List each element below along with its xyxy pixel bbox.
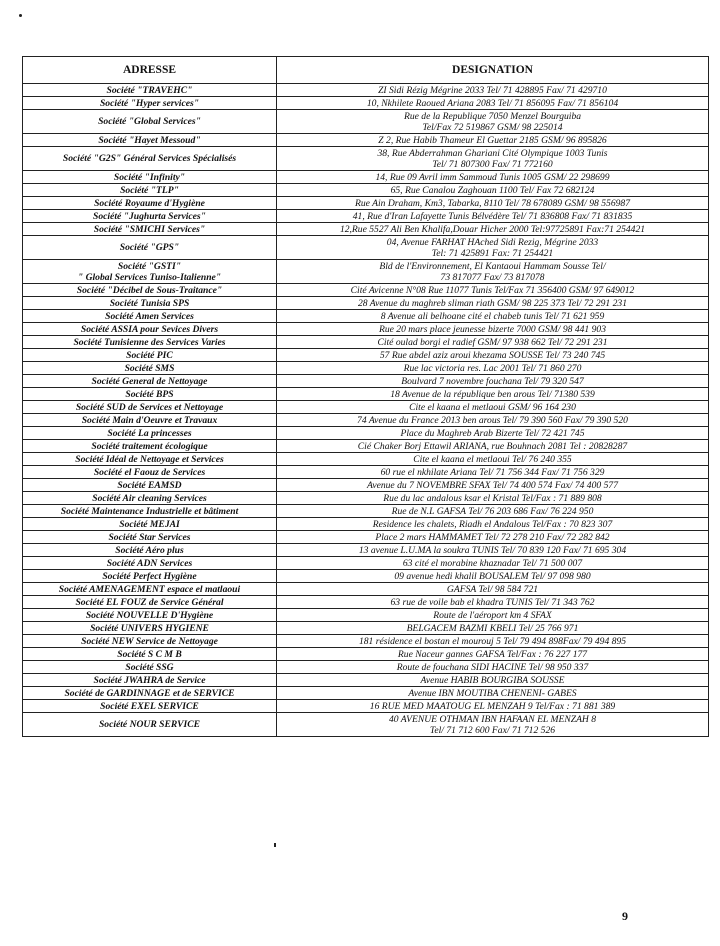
designation-text: Residence les chalets, Riadh el Andalous Tel/Fax : 70 823 307 bbox=[372, 518, 613, 530]
designation-cell bbox=[277, 557, 709, 570]
adresse-cell bbox=[23, 223, 277, 236]
designation-cell bbox=[277, 583, 709, 596]
adresse-cell bbox=[23, 284, 277, 297]
designation-text: 60 rue el nkhilate Ariana Tel/ 71 756 344 Fax/ 71 756 329 bbox=[380, 466, 605, 478]
designation-text: Boulvard 7 novembre fouchana Tel/ 79 320 547 bbox=[401, 375, 584, 387]
designation-text: Bld de l'Environnement, El Kantaoui Hammam Sousse Tel/ bbox=[379, 260, 606, 272]
adresse-text: Société MEJAI bbox=[119, 518, 180, 530]
designation-cell bbox=[277, 147, 709, 171]
adresse-cell bbox=[23, 310, 277, 323]
designation-cell bbox=[277, 388, 709, 401]
adresse-text: Société UNIVERS HYGIENE bbox=[90, 622, 209, 634]
adresse-text: Société NOUVELLE D'Hygiène bbox=[85, 609, 214, 621]
adresse-text: Société NEW Service de Nettoyage bbox=[81, 635, 218, 647]
page-number: 9 bbox=[622, 909, 628, 923]
adresse-text: Société "G2S" Général Services Spécialisés bbox=[62, 153, 237, 164]
designation-text: Tel/ 71 807300 Fax/ 71 772160 bbox=[432, 158, 553, 170]
designation-text: ZI Sidi Rézig Mégrine 2033 Tel/ 71 428895 Fax/ 71 429710 bbox=[378, 84, 607, 96]
adresse-cell bbox=[23, 147, 277, 171]
designation-text: Cité oulad borgi el radief GSM/ 97 938 662 Tel/ 72 291 231 bbox=[377, 336, 608, 348]
table-row bbox=[23, 622, 709, 635]
adresse-text: Société "Décibel de Sous-Traitance" bbox=[76, 284, 223, 296]
designation-text: Avenue HABIB BOURGIBA SOUSSE bbox=[420, 674, 565, 686]
adresse-text: Société ASSIA pour Sevices Divers bbox=[80, 323, 219, 335]
adresse-cell bbox=[23, 674, 277, 687]
table-body bbox=[23, 84, 709, 737]
table-row bbox=[23, 362, 709, 375]
designation-cell bbox=[277, 375, 709, 388]
adresse-cell bbox=[23, 570, 277, 583]
adresse-cell bbox=[23, 171, 277, 184]
designation-text: Tel/Fax 72 519867 GSM/ 98 225014 bbox=[422, 121, 563, 133]
adresse-cell bbox=[23, 596, 277, 609]
table-row bbox=[23, 310, 709, 323]
table-row bbox=[23, 648, 709, 661]
designation-cell bbox=[277, 110, 709, 134]
adresse-cell bbox=[23, 197, 277, 210]
table-row bbox=[23, 284, 709, 297]
table-row bbox=[23, 635, 709, 648]
adresse-text: Société "Hyper services" bbox=[99, 97, 200, 109]
table-row bbox=[23, 596, 709, 609]
designation-text: Place 2 mars HAMMAMET Tel/ 72 278 210 Fax/ 72 282 842 bbox=[375, 531, 610, 543]
designation-text: Rue Naceur gannes GAFSA Tel/Fax : 76 227 177 bbox=[397, 648, 588, 660]
designation-cell bbox=[277, 505, 709, 518]
designation-cell bbox=[277, 310, 709, 323]
adresse-text: Société SUD de Services et Nettoyage bbox=[75, 401, 224, 413]
adresse-text: Société SMS bbox=[124, 362, 175, 374]
adresse-text: Société EXEL SERVICE bbox=[100, 700, 199, 712]
designation-cell bbox=[277, 635, 709, 648]
designation-text: GAFSA Tel/ 98 584 721 bbox=[446, 583, 539, 595]
adresse-cell bbox=[23, 622, 277, 635]
adresse-text: Société General de Nettoyage bbox=[91, 375, 208, 387]
adresse-cell bbox=[23, 453, 277, 466]
adresse-text: " Global Services Tuniso-Italienne" bbox=[77, 271, 222, 283]
header-designation: DESIGNATION bbox=[277, 57, 709, 84]
designation-cell bbox=[277, 297, 709, 310]
designation-text: 74 Avenue du France 2013 ben arous Tel/ 79 390 560 Fax/ 79 390 520 bbox=[357, 414, 628, 426]
adresse-cell bbox=[23, 336, 277, 349]
designation-cell bbox=[277, 648, 709, 661]
designation-cell bbox=[277, 479, 709, 492]
table-row bbox=[23, 323, 709, 336]
table-row bbox=[23, 414, 709, 427]
designation-cell bbox=[277, 596, 709, 609]
adresse-cell bbox=[23, 362, 277, 375]
table-row bbox=[23, 544, 709, 557]
designation-text: 13 avenue L.U.MA la soukra TUNIS Tel/ 70 839 120 Fax/ 71 695 304 bbox=[358, 544, 627, 556]
adresse-text: Société Idéal de Nettoyage et Services bbox=[75, 453, 224, 465]
designation-text: 28 Avenue du maghreb sliman riath GSM/ 98 225 373 Tel/ 72 291 231 bbox=[357, 297, 628, 309]
designation-text: 41, Rue d'Iran Lafayette Tunis Bélvédère Tel/ 71 836808 Fax/ 71 831835 bbox=[352, 210, 633, 222]
designation-cell bbox=[277, 171, 709, 184]
table-row bbox=[23, 223, 709, 236]
adresse-cell bbox=[23, 518, 277, 531]
table-row bbox=[23, 492, 709, 505]
adresse-cell bbox=[23, 492, 277, 505]
adresse-text: Société Maintenance Industrielle et bâtiment bbox=[60, 505, 239, 517]
adresse-text: Société "GPS" bbox=[119, 242, 180, 253]
designation-cell bbox=[277, 349, 709, 362]
table-row bbox=[23, 184, 709, 197]
designation-cell bbox=[277, 492, 709, 505]
adresse-cell bbox=[23, 687, 277, 700]
adresse-cell bbox=[23, 388, 277, 401]
adresse-cell bbox=[23, 544, 277, 557]
designation-cell bbox=[277, 236, 709, 260]
adresse-cell bbox=[23, 635, 277, 648]
table-row bbox=[23, 349, 709, 362]
designation-text: Rue 20 mars place jeunesse bizerte 7000 GSM/ 98 441 903 bbox=[378, 323, 607, 335]
table-row bbox=[23, 557, 709, 570]
adresse-cell bbox=[23, 700, 277, 713]
designation-text: Rue Ain Draham, Km3, Tabarka, 8110 Tel/ 78 678089 GSM/ 98 556987 bbox=[354, 197, 631, 209]
adresse-cell bbox=[23, 479, 277, 492]
adresse-cell bbox=[23, 349, 277, 362]
designation-text: Cite el kaana el metlaoui Tel/ 76 240 355 bbox=[413, 453, 572, 465]
adresse-text: Société "Hayet Messoud" bbox=[98, 134, 201, 146]
adresse-text: Société "TLP" bbox=[120, 184, 179, 196]
adresse-cell bbox=[23, 440, 277, 453]
designation-cell bbox=[277, 414, 709, 427]
table-row bbox=[23, 388, 709, 401]
adresse-text: Société ADN Services bbox=[106, 557, 193, 569]
adresse-text: Société Main d'Oeuvre et Travaux bbox=[81, 414, 218, 426]
designation-text: Rue du lac andalous ksar el Kristal Tel/Fax : 71 889 808 bbox=[383, 492, 602, 504]
adresse-text: Société Star Services bbox=[108, 531, 191, 543]
table-row bbox=[23, 171, 709, 184]
designation-text: Avenue IBN MOUTIBA CHENENI- GABES bbox=[408, 687, 577, 699]
table-row bbox=[23, 375, 709, 388]
designation-cell bbox=[277, 260, 709, 284]
designation-cell bbox=[277, 700, 709, 713]
designation-cell bbox=[277, 223, 709, 236]
adresse-cell bbox=[23, 323, 277, 336]
designation-text: 40 AVENUE OTHMAN IBN HAFAAN EL MENZAH 8 bbox=[388, 713, 597, 725]
designation-cell bbox=[277, 674, 709, 687]
designation-cell bbox=[277, 210, 709, 223]
designation-cell bbox=[277, 518, 709, 531]
table-row bbox=[23, 97, 709, 110]
designation-cell bbox=[277, 284, 709, 297]
table-row bbox=[23, 440, 709, 453]
designation-cell bbox=[277, 453, 709, 466]
designation-cell bbox=[277, 197, 709, 210]
corner-mark bbox=[19, 14, 22, 17]
table-row bbox=[23, 518, 709, 531]
adresse-text: Société NOUR SERVICE bbox=[98, 719, 201, 730]
designation-text: 57 Rue abdel aziz aroui khezama SOUSSE Tel/ 73 240 745 bbox=[379, 349, 606, 361]
adresse-text: Société "Infinity" bbox=[113, 171, 186, 183]
table-row bbox=[23, 674, 709, 687]
table-row bbox=[23, 583, 709, 596]
designation-text: 73 817077 Fax/ 73 817078 bbox=[440, 271, 545, 283]
designation-text: 16 RUE MED MAATOUG EL MENZAH 9 Tel/Fax : 71 881 389 bbox=[369, 700, 616, 712]
table-row bbox=[23, 336, 709, 349]
designation-cell bbox=[277, 134, 709, 147]
adresse-text: Société "SMICHI Services" bbox=[93, 223, 206, 235]
designation-cell bbox=[277, 544, 709, 557]
adresse-cell bbox=[23, 557, 277, 570]
designation-text: Cité Avicenne N°08 Rue 11077 Tunis Tel/Fax 71 356400 GSM/ 97 649012 bbox=[350, 284, 635, 296]
adresse-text: Société JWAHRA de Service bbox=[93, 674, 206, 686]
adresse-cell bbox=[23, 97, 277, 110]
designation-cell bbox=[277, 427, 709, 440]
designation-text: Rue lac victoria res. Lac 2001 Tel/ 71 860 270 bbox=[403, 362, 582, 374]
adresse-text: Société "GSTI" bbox=[117, 260, 182, 272]
designation-text: Rue de N.L GAFSA Tel/ 76 203 686 Fax/ 76 224 950 bbox=[391, 505, 594, 517]
designation-cell bbox=[277, 466, 709, 479]
table-row bbox=[23, 260, 709, 284]
table-row bbox=[23, 687, 709, 700]
table-row bbox=[23, 531, 709, 544]
table-row bbox=[23, 570, 709, 583]
table-row bbox=[23, 236, 709, 260]
designation-cell bbox=[277, 570, 709, 583]
adresse-cell bbox=[23, 713, 277, 737]
designation-cell bbox=[277, 97, 709, 110]
designation-text: Route de l'aéroport km 4 SFAX bbox=[433, 609, 552, 621]
adresse-text: Société Tunisienne des Services Varies bbox=[73, 336, 226, 348]
adresse-cell bbox=[23, 414, 277, 427]
table-row bbox=[23, 466, 709, 479]
designation-cell bbox=[277, 661, 709, 674]
adresse-cell bbox=[23, 531, 277, 544]
table-row bbox=[23, 427, 709, 440]
adresse-cell bbox=[23, 110, 277, 134]
table-row bbox=[23, 210, 709, 223]
designation-cell bbox=[277, 609, 709, 622]
table-row bbox=[23, 713, 709, 737]
designation-text: 09 avenue hedi khalil BOUSALEM Tel/ 97 098 980 bbox=[394, 570, 591, 582]
adresse-text: Société Air cleaning Services bbox=[92, 492, 207, 504]
designation-text: Cite el kaana el metlaoui GSM/ 96 164 230 bbox=[409, 401, 576, 413]
adresse-text: Société "Jughurta Services" bbox=[93, 210, 206, 222]
designation-text: 65, Rue Canalou Zaghouan 1100 Tel/ Fax 72 682124 bbox=[390, 184, 595, 196]
table-row bbox=[23, 505, 709, 518]
table-row bbox=[23, 197, 709, 210]
table-row bbox=[23, 661, 709, 674]
designation-text: 38, Rue Abderrahman Ghariani Cité Olympique 1003 Tunis bbox=[377, 147, 608, 159]
designation-text: 14, Rue 09 Avril imm Sammoud Tunis 1005 GSM/ 22 298699 bbox=[375, 171, 610, 183]
designation-cell bbox=[277, 531, 709, 544]
adresse-text: Société SSG bbox=[125, 661, 174, 673]
designation-text: 18 Avenue de la république ben arous Tel/ 71380 539 bbox=[390, 388, 595, 400]
adresse-text: Société EAMSD bbox=[117, 479, 182, 491]
companies-table-container bbox=[22, 56, 708, 737]
adresse-text: Société Royaume d'Hygiène bbox=[94, 197, 205, 209]
designation-cell bbox=[277, 184, 709, 197]
designation-text: 63 cité el morabine khaznadar Tel/ 71 500 007 bbox=[402, 557, 583, 569]
adresse-cell bbox=[23, 661, 277, 674]
table-row bbox=[23, 700, 709, 713]
designation-text: Rue de la Republique 7050 Menzel Bourguiba bbox=[403, 110, 582, 122]
header-adresse: ADRESSE bbox=[23, 57, 277, 84]
designation-cell bbox=[277, 622, 709, 635]
designation-text: BELGACEM BAZMI KBELI Tel/ 25 766 971 bbox=[406, 622, 579, 634]
adresse-text: Société Perfect Hygiène bbox=[102, 570, 197, 582]
adresse-cell bbox=[23, 648, 277, 661]
adresse-text: Société BPS bbox=[125, 388, 174, 400]
adresse-cell bbox=[23, 184, 277, 197]
designation-text: Cié Chaker Borj Ettawil ARIANA, rue Bouhnach 2081 Tel : 20828287 bbox=[357, 440, 628, 452]
margin-mark bbox=[274, 843, 276, 847]
adresse-cell bbox=[23, 84, 277, 97]
table-row bbox=[23, 609, 709, 622]
table-row bbox=[23, 84, 709, 97]
adresse-text: Société PIC bbox=[126, 349, 173, 361]
designation-text: Tel/ 71 712 600 Fax/ 71 712 526 bbox=[429, 724, 556, 736]
designation-text: 63 rue de voile bab el khadra TUNIS Tel/ 71 343 762 bbox=[390, 596, 595, 608]
designation-cell bbox=[277, 401, 709, 414]
companies-table bbox=[22, 56, 709, 737]
adresse-text: Société "Global Services" bbox=[98, 116, 201, 127]
table-row bbox=[23, 110, 709, 134]
table-row bbox=[23, 479, 709, 492]
designation-cell bbox=[277, 362, 709, 375]
adresse-text: Société "TRAVEHC" bbox=[106, 84, 193, 96]
adresse-cell bbox=[23, 375, 277, 388]
adresse-text: Société traitement écologique bbox=[91, 440, 208, 452]
adresse-text: Société de GARDINNAGE et de SERVICE bbox=[64, 687, 235, 699]
adresse-cell bbox=[23, 583, 277, 596]
adresse-cell bbox=[23, 236, 277, 260]
designation-text: Z 2, Rue Habib Thameur El Guettar 2185 GSM/ 96 895826 bbox=[378, 134, 607, 146]
table-row bbox=[23, 297, 709, 310]
designation-text: 12,Rue 5527 Ali Ben Khalifa,Douar Hicher 2000 Tel:97725891 Fax:71 254421 bbox=[339, 223, 646, 235]
designation-text: 181 résidence el bostan el mourouj 5 Tel/ 79 494 898Fax/ 79 494 895 bbox=[358, 635, 627, 647]
adresse-text: Société Amen Services bbox=[105, 310, 194, 322]
adresse-cell bbox=[23, 210, 277, 223]
designation-cell bbox=[277, 687, 709, 700]
adresse-cell bbox=[23, 466, 277, 479]
designation-text: 8 Avenue ali belhoane cité el chabeb tunis Tel/ 71 621 959 bbox=[380, 310, 605, 322]
table-row bbox=[23, 401, 709, 414]
table-row bbox=[23, 147, 709, 171]
adresse-cell bbox=[23, 427, 277, 440]
adresse-text: Société S C M B bbox=[117, 648, 182, 660]
adresse-text: Société EL FOUZ de Service Général bbox=[75, 596, 224, 608]
designation-text: 10, Nkhilete Raoued Ariana 2083 Tel/ 71 856095 Fax/ 71 856104 bbox=[366, 97, 619, 109]
adresse-cell bbox=[23, 134, 277, 147]
table-header-row bbox=[23, 57, 709, 84]
adresse-cell bbox=[23, 609, 277, 622]
adresse-cell bbox=[23, 297, 277, 310]
adresse-text: Société La princesses bbox=[107, 427, 192, 439]
adresse-cell bbox=[23, 260, 277, 284]
adresse-cell bbox=[23, 401, 277, 414]
designation-cell bbox=[277, 336, 709, 349]
designation-text: Tel: 71 425891 Fax: 71 254421 bbox=[431, 247, 554, 259]
designation-text: Route de fouchana SIDI HACINE Tel/ 98 950 337 bbox=[396, 661, 589, 673]
table-row bbox=[23, 453, 709, 466]
table-row bbox=[23, 134, 709, 147]
adresse-text: Société Aéro plus bbox=[115, 544, 184, 556]
adresse-text: Société Tunisia SPS bbox=[109, 297, 190, 309]
adresse-text: Société AMENAGEMENT espace el matlaoui bbox=[58, 583, 241, 595]
adresse-text: Société el Faouz de Services bbox=[93, 466, 206, 478]
designation-cell bbox=[277, 440, 709, 453]
designation-text: Avenue du 7 NOVEMBRE SFAX Tel/ 74 400 574 Fax/ 74 400 577 bbox=[366, 479, 618, 491]
designation-cell bbox=[277, 323, 709, 336]
designation-cell bbox=[277, 713, 709, 737]
designation-text: Place du Maghreb Arab Bizerte Tel/ 72 421 745 bbox=[400, 427, 585, 439]
designation-text: 04, Avenue FARHAT HAched Sidi Rezig, Mégrine 2033 bbox=[386, 236, 599, 248]
adresse-cell bbox=[23, 505, 277, 518]
designation-cell bbox=[277, 84, 709, 97]
